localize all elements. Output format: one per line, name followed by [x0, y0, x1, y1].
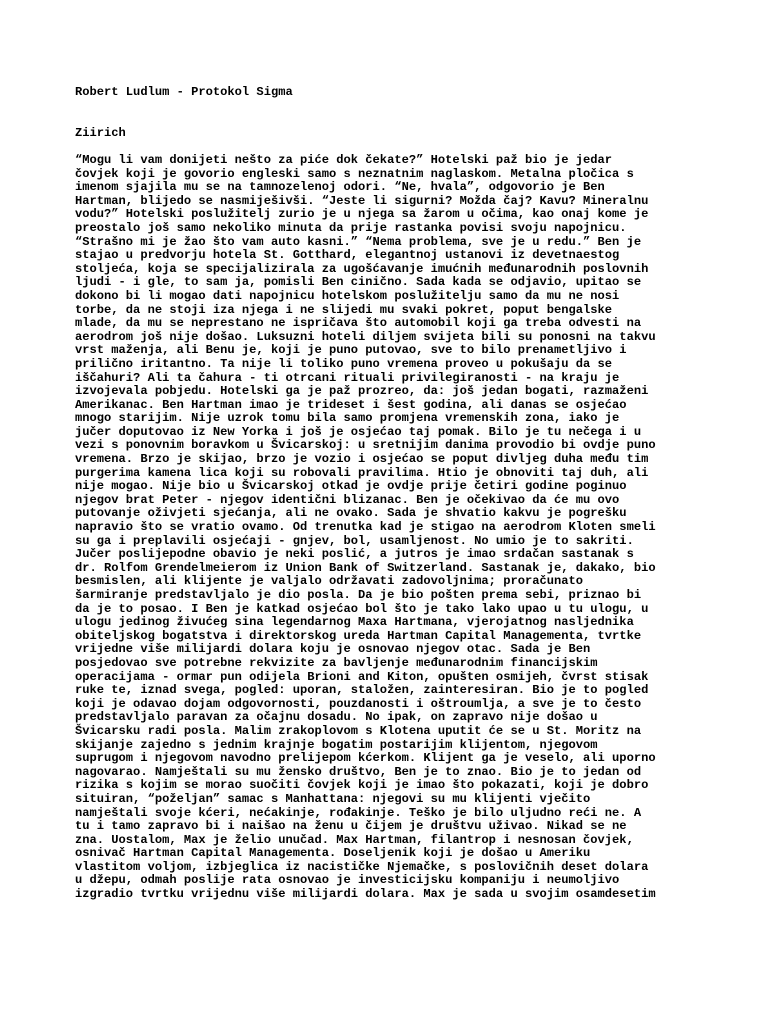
- body-line: nije mogao. Nije bio u Švicarskoj otkad je ovdje prije četiri godine poginuo: [75, 479, 627, 494]
- body-line: čovjek koji je govorio engleski samo s neznatnim naglaskom. Metalna pločica s: [75, 166, 634, 181]
- body-line: mlade, da mu se neprestano ne ispričava što automobil koji ga treba odvesti na: [75, 316, 642, 331]
- body-line: purgerima kamena lica koji su robovali pravilima. Htio je obnoviti taj duh, ali: [75, 465, 649, 480]
- body-line: posjedovao sve potrebne rekvizite za bavljenje međunarodnim financijskim: [75, 655, 598, 670]
- body-line: operacijama - ormar pun odijela Brioni and Kiton, opušten osmijeh, čvrst stisak: [75, 669, 649, 684]
- body-line: dr. Rolfom Grendelmeierom iz Union Bank of Switzerland. Sastanak je, dakako, bio: [75, 560, 656, 575]
- body-line: aerodrom još nije došao. Luksuzni hoteli diljem svijeta bili su ponosni na takvu: [75, 329, 656, 344]
- body-line: obiteljskog bogatstva i direktorskog ureda Hartman Capital Managementa, tvrtke: [75, 628, 642, 643]
- body-line: suprugom i njegovom navodno prelijepom kćerkom. Klijent ga je veselo, ali uporno: [75, 751, 656, 766]
- body-line: Amerikanac. Ben Hartman imao je trideset i šest godina, ali danas se osjećao: [75, 397, 627, 412]
- document-title: Robert Ludlum - Protokol Sigma: [75, 85, 293, 99]
- section-heading: Ziirich: [75, 126, 126, 140]
- body-text: [75, 154, 705, 902]
- body-line: napravio što se vratio ovamo. Od trenutka kad je stigao na aerodrom Kloten smeli: [75, 520, 656, 535]
- body-line: u džepu, odmah poslije rata osnovao je investicijsku kompaniju i neumoljivo: [75, 873, 620, 888]
- body-line: Švicarsku radi posla. Malim zrakoplovom s Klotena uputit će se u St. Moritz na: [75, 723, 642, 738]
- body-line: besmislen, ali klijente je valjalo održavati zadovoljnima; proračunato: [75, 574, 584, 589]
- body-line: mnogo starijim. Nije uzrok tomu bila samo promjena vremenskih zona, iako je: [75, 411, 620, 426]
- body-line: šarmiranje predstavljalo je dio posla. Da je bio pošten prema sebi, priznao bi: [75, 588, 642, 602]
- body-line: vlastitom voljom, izbjeglica iz nacističke Njemačke, s poslovičnih deset dolara: [75, 859, 649, 874]
- body-line: putovanje oživjeti sjećanja, ali ne ovako. Sada je shvatio kakvu je pogrešku: [75, 506, 627, 521]
- body-line: zna. Uostalom, Max je želio unučad. Max Hartman, filantrop i nesnosan čovjek,: [75, 832, 634, 847]
- body-line: nagovarao. Namještali su mu žensko društvo, Ben je to znao. Bio je to jedan od: [75, 764, 642, 779]
- body-line: vezi s ponovnim boravkom u Švicarskoj: u sretnijim danima provodio bi ovdje puno: [75, 438, 656, 453]
- body-line: skijanje zajedno s jednim krajnje bogatim postarijim klijentom, njegovom: [75, 737, 598, 752]
- body-line: preostalo još samo nekoliko minuta da prije rastanka povisi svoju napojnicu.: [75, 220, 627, 235]
- body-line: izvojevala pobjedu. Hotelski ga je paž prozreo, da: još jedan bogati, razmaženi: [75, 384, 649, 399]
- body-line: ruke te, iznad svega, pogled: uporan, staložen, zainteresiran. Bio je to pogled: [75, 683, 649, 698]
- body-line: Jučer poslijepodne obavio je neki poslić, a jutros je imao srdačan sastanak s: [75, 547, 634, 562]
- body-line: dokono bi li mogao dati napojnicu hotelskom poslužitelju samo da mu ne nosi: [75, 288, 620, 303]
- body-line: vrijedne više milijardi dolara koju je osnovao njegov otac. Sada je Ben: [75, 642, 591, 657]
- body-line: prilično iritantno. Ta nije li toliko puno vremena proveo u pokušaju da se: [75, 356, 613, 371]
- body-line: ljudi - i gle, to sam ja, pomisli Ben cinično. Sada kada se odjavio, upitao se: [75, 275, 642, 290]
- body-line: ulogu jedinog živućeg sina legendarnog Maxa Hartmana, vjerojatnog nasljednika: [75, 615, 634, 630]
- body-line: izgradio tvrtku vrijednu više milijardi dolara. Max je sada u svojim osamdesetim: [75, 887, 656, 902]
- body-line: “Strašno mi je žao što vam auto kasni.” “Nema problema, sve je u redu.” Ben je: [75, 234, 642, 249]
- body-line: rizika s kojim se morao suočiti čovjek koji je imao što pokazati, koji je dobro: [75, 778, 649, 793]
- body-line: torbe, da ne stoji iza njega i ne slijedi mu svaki pokret, poput bengalske: [75, 302, 613, 317]
- body-line: vremena. Brzo je skijao, brzo je vozio i osjećao se poput divljeg duha među tim: [75, 452, 649, 467]
- body-line: “Mogu li vam donijeti nešto za piće dok čekate?” Hotelski paž bio je jedar: [75, 153, 613, 167]
- body-line: tu i tamo zapravo bi i naišao na ženu u čijem je društvu uživao. Nikad se ne: [75, 819, 627, 834]
- body-line: su ga i preplavili osjećaji - gnjev, bol, usamljenost. No umio je to sakriti.: [75, 533, 634, 548]
- body-line: Hartman, blijedo se nasmiješivši. “Jeste li sigurni? Možda čaj? Kavu? Mineralnu: [75, 193, 649, 208]
- body-line: jučer doputovao iz New Yorka i još je osjećao taj pomak. Bilo je tu nečega i u: [75, 424, 642, 439]
- body-line: namještali svoje kćeri, nećakinje, rođakinje. Teško je bilo uljudno reći ne. A: [75, 805, 642, 820]
- body-line: vodu?” Hotelski poslužitelj zurio je u njega sa žarom u očima, kao onaj kome je: [75, 207, 649, 222]
- body-line: njegov brat Peter - njegov identični blizanac. Ben je očekivao da će mu ovo: [75, 492, 620, 507]
- body-line: imenom sjajila mu se na tamnozelenoj odori. “Ne, hvala”, odgovorio je Ben: [75, 180, 605, 195]
- body-line: osnivač Hartman Capital Managementa. Doseljenik koji je došao u Ameriku: [75, 846, 591, 861]
- body-line: vrst maženja, ali Benu je, koji je puno putovao, sve to bilo prenametljivo i: [75, 343, 627, 358]
- body-line: situiran, “poželjan” samac s Manhattana: njegovi su mu klijenti vječito: [75, 791, 591, 806]
- body-line: predstavljalo paravan za očajnu dosadu. No ipak, on zapravo nije došao u: [75, 710, 598, 725]
- body-line: stajao u predvorju hotela St. Gotthard, elegantnoj ustanovi iz devetnaestog: [75, 248, 620, 263]
- body-line: iščahuri? Ali ta čahura - ti otrcani rituali privilegiranosti - na kraju je: [75, 370, 620, 385]
- body-line: da je to posao. I Ben je katkad osjećao bol što je tako lako upao u tu ulogu, u: [75, 601, 649, 616]
- body-line: koji je odavao dojam odgovornosti, pouzdanosti i oštroumlja, a sve je to često: [75, 696, 642, 711]
- body-line: stoljeća, koja se specijalizirala za ugošćavanje imućnih međunarodnih poslovnih: [75, 261, 649, 276]
